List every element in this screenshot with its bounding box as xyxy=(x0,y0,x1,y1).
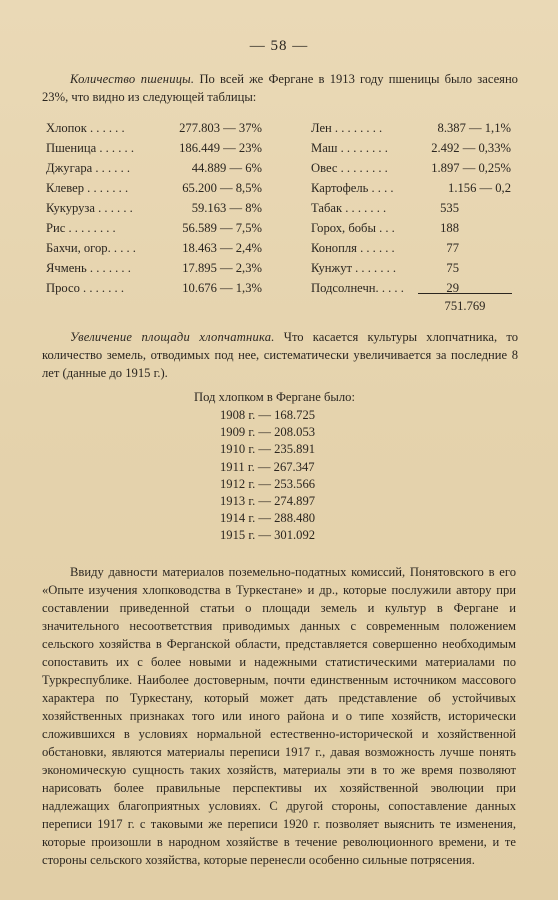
table-row xyxy=(311,258,511,278)
crop-area-table xyxy=(0,118,558,318)
crop-value: 59.163 — 8% xyxy=(191,201,262,215)
table-row xyxy=(46,258,262,278)
crop-value: 277.803 — 37% xyxy=(179,121,262,135)
final-paragraph-text: Ввиду давности материалов поземельно-податных комиссий, Понятовского в его «Опыте изучения хлопководства в Туркестане» и др., которые послужили автору при составлении приведенной статьи о площади земель и культур в Фергане и значительного несоответствия приводимых данных с современным положением сельского хозяйства в Ферганской области, представляется совершенно необходимым сопоставить их с более новыми и надежными статистическими материалами по Туркреспублике. Наиболее достоверным, почти единственным источником массового характера по Туркестану, который может дать представление об устойчивых хозяйственных признаках того или иного района и о типе хозяйств, исторически сложившихся в условиях нормальной естественно-исторической и хозяйственной обстановки, являются материалы переписи 1917 г., давая возможность лучше понять экономическую сущность таких хозяйств, материалы эти в то же время позволяют нарисовать более правильные перспективы их хозяйственной эволюции при надлежащих благоприятных условиях. С другой стороны, сопоставление данных переписи 1917 г. с таковыми же переписи 1920 г. позволяет выяснить те изменения, которые произошли в народном хозяйстве в течение революционного времени, и те стороны сельского хозяйства, которые перенесли особенно сильные потрясения. xyxy=(42,565,516,867)
table-row xyxy=(46,198,262,218)
crop-name: Картофель . . . . xyxy=(311,181,394,195)
crop-value: 1.156 — 0,2 xyxy=(448,181,511,195)
crop-value: 2.492 — 0,33% xyxy=(431,141,511,155)
table-row xyxy=(46,158,262,178)
crop-name: Кунжут . . . . . . . xyxy=(311,261,397,275)
crop-name: Конопля . . . . . . xyxy=(311,241,395,255)
crop-name: Пшеница . . . . . . xyxy=(46,141,134,155)
table-row xyxy=(311,118,511,138)
cotton-heading: Увеличение площади хлопчатника. xyxy=(70,330,275,344)
crop-total: 751.769 xyxy=(418,293,512,315)
crop-name: Горох, бобы . . . xyxy=(311,221,395,235)
table-row xyxy=(46,118,262,138)
crop-value: 77 xyxy=(446,241,459,255)
crop-name: Овес . . . . . . . . xyxy=(311,161,388,175)
cotton-paragraph xyxy=(42,328,518,382)
crop-value: 1.897 — 0,25% xyxy=(431,161,511,175)
crop-name: Кукуруза . . . . . . xyxy=(46,201,133,215)
crop-name: Бахчи, огор. . . . . xyxy=(46,241,136,255)
crop-name: Ячмень . . . . . . . xyxy=(46,261,131,275)
crop-name: Джугара . . . . . . xyxy=(46,161,131,175)
wheat-paragraph xyxy=(42,70,518,106)
table-row xyxy=(46,238,262,258)
crop-value: 17.895 — 2,3% xyxy=(182,261,262,275)
crop-value: 75 xyxy=(446,261,459,275)
list-item: 1915 г. — 301.092 xyxy=(220,528,316,543)
table-row xyxy=(311,238,511,258)
list-item: 1911 г. — 267.347 xyxy=(220,459,315,474)
list-item: 1913 г. — 274.897 xyxy=(220,494,316,509)
table-row xyxy=(46,178,262,198)
crop-name: Подсолнечн. . . . . xyxy=(311,281,404,295)
crop-name: Маш . . . . . . . . xyxy=(311,141,388,155)
table-row xyxy=(311,198,511,218)
table-row xyxy=(311,158,511,178)
crop-name: Просо . . . . . . . xyxy=(46,281,124,295)
list-item: 1914 г. — 288.480 xyxy=(220,511,316,526)
cotton-text: Что касается культуры хлопчатника, то количество земель, отводимых под нее, систематически увеличивается за последние 8 лет (данные до 1915 г.). xyxy=(42,330,518,380)
list-item: 1912 г. — 253.566 xyxy=(220,476,316,491)
list-item: 1909 г. — 208.053 xyxy=(220,425,316,440)
crop-value: 18.463 — 2,4% xyxy=(182,241,262,255)
table-row xyxy=(311,218,511,238)
page-number: — 58 — xyxy=(249,38,309,54)
table-row xyxy=(46,138,262,158)
crop-value: 8.387 — 1,1% xyxy=(437,121,511,135)
crop-value: 56.589 — 7,5% xyxy=(182,221,262,235)
crop-value: 188 xyxy=(440,221,459,235)
crop-name: Хлопок . . . . . . xyxy=(46,121,125,135)
table-row xyxy=(311,138,511,158)
crop-value: 10.676 — 1,3% xyxy=(182,281,262,295)
table-row xyxy=(311,178,511,198)
wheat-text: По всей же Фергане в 1913 году пшеницы было засеяно 23%, что видно из следующей таблицы: xyxy=(42,72,518,104)
crop-value: 186.449 — 23% xyxy=(179,141,262,155)
list-item: 1908 г. — 168.725 xyxy=(220,408,316,422)
final-paragraph xyxy=(42,563,516,869)
crop-name: Лен . . . . . . . . xyxy=(311,121,383,135)
crop-value: 65.200 — 8,5% xyxy=(182,181,262,195)
crop-value: 535 xyxy=(440,201,459,215)
table-row xyxy=(46,218,262,238)
table-row xyxy=(46,278,262,298)
wheat-heading: Количество пшеницы. xyxy=(70,72,195,86)
crop-value: 44.889 — 6% xyxy=(191,161,262,175)
crop-name: Табак . . . . . . . xyxy=(311,201,387,215)
crop-name: Рис . . . . . . . . xyxy=(46,221,116,235)
cotton-list-title: Под хлопком в Фергане было: xyxy=(194,390,355,404)
list-item: 1910 г. — 235.891 xyxy=(220,442,316,457)
crop-value: 29 xyxy=(446,281,459,295)
cotton-area-list xyxy=(194,388,414,545)
crop-name: Клевер . . . . . . . xyxy=(46,181,129,195)
